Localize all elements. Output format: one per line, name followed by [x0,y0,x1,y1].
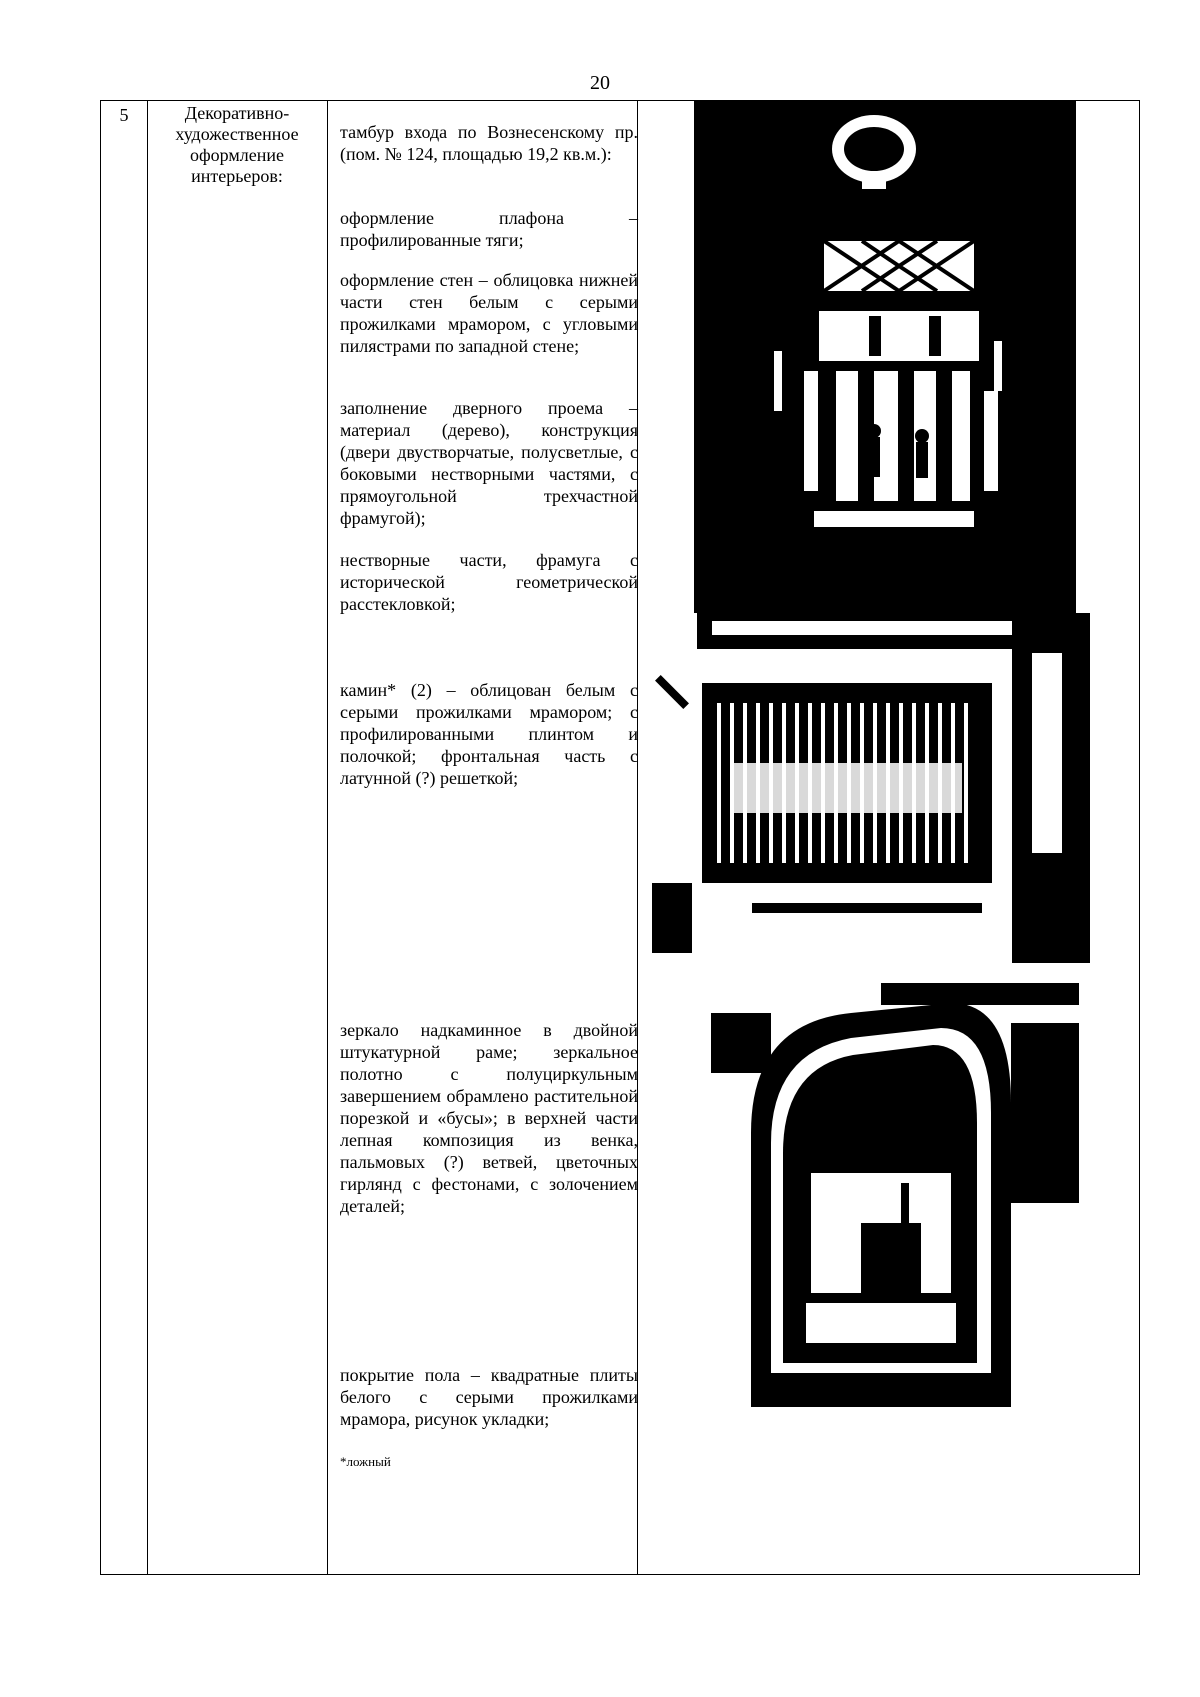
description-paragraph: камин* (2) – облицован белым с серыми прожилками мрамором; с профилированными плинтом и полочкой; фронтальная часть с латунной (?) решеткой; [340,680,638,788]
fireplace-image [652,613,1090,963]
row-number: 5 [119,105,129,125]
description-paragraph: покрытие пола – квадратные плиты белого с серыми прожилками мрамора, рисунок укладки; [340,1365,638,1429]
monument-table [100,100,1140,1575]
row-name: Декоративно-художественное оформление интерьеров: [175,103,299,186]
description-paragraph: зеркало надкаминное в двойной штукатурной раме; зеркальное полотно с полуциркульным завершением обрамлено растительной порезкой и «бусы»; в верхней части лепная композиция из венка, пальмовых (?) ветвей, цветочных гирлянд с фестонами, с золочением деталей; [340,1020,638,1216]
description-paragraph: оформление стен – облицовка нижней части стен белым с серыми прожилками мрамором, с угловыми пилястрами по западной стене; [340,270,638,356]
photo-entrance-door [694,101,1076,615]
description-paragraph: нестворные части, фрамуга с исторической геометрической расстекловкой; [340,550,638,614]
mirror-image [711,983,1079,1417]
photo-mirror [711,983,1079,1417]
description-paragraph: тамбур входа по Вознесенскому пр. (пом. № 124, площадью 19,2 кв.м.): [340,122,638,164]
footnote: *ложный [340,1454,391,1469]
entrance-door-image [694,101,1076,615]
page-number: 20 [590,72,610,94]
description-paragraph: оформление плафона – профилированные тяги; [340,208,638,250]
description-paragraph: заполнение дверного проема – материал (дерево), конструкция (двери двустворчатые, полусветлые, с боковыми нестворными частями, с прямоугольной трехчастной фрамугой); [340,398,638,528]
photo-fireplace [652,613,1090,963]
